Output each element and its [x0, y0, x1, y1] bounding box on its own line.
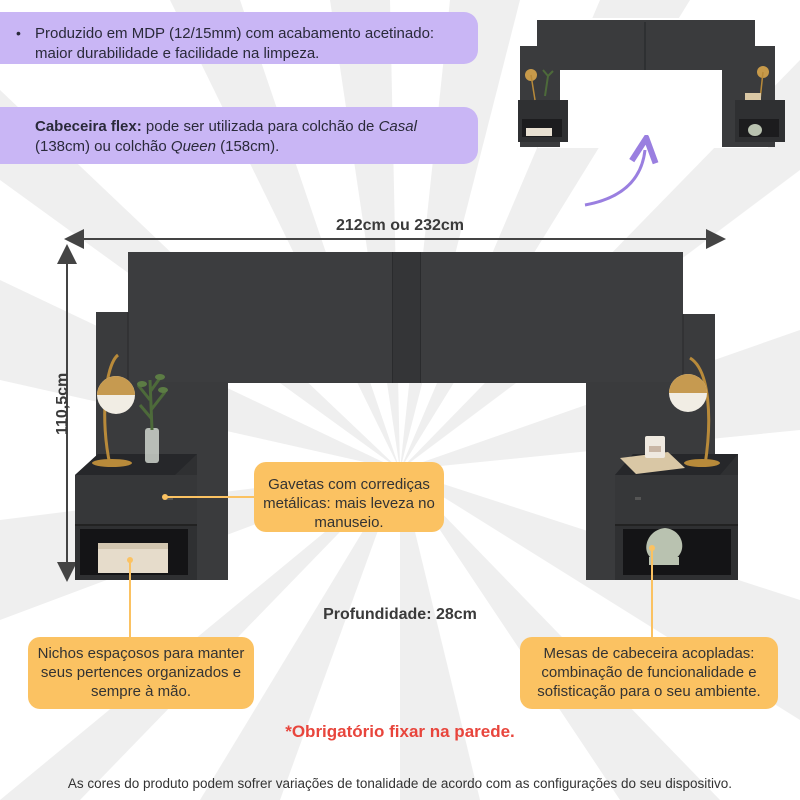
flex-feature-text: Cabeceira flex: pode ser utilizada para colchão de Casal (138cm) ou colchão Queen (158cm). — [35, 118, 417, 155]
niche-callout-text: Nichos espaçosos para manter seus pertences organizados e sempre à mão. — [37, 645, 245, 700]
depth-dimension-label: Profundidade: 28cm — [323, 606, 477, 623]
height-dimension-label: 110,5cm — [54, 372, 71, 435]
curved-arrow-icon — [585, 150, 645, 205]
nightstand-callout — [520, 637, 778, 709]
material-feature-text: Produzido em MDP (12/15mm) com acabamento acetinado: maior durabilidade e facilidade na limpeza. — [35, 25, 435, 62]
thumbnail-headboard — [518, 18, 785, 148]
niche-callout — [28, 637, 254, 709]
drawer-callout — [254, 462, 444, 532]
left-nightstand — [75, 454, 197, 580]
color-disclaimer: As cores do produto podem sofrer variações de tonalidade de acordo com as configurações do seu dispositivo. — [67, 776, 733, 791]
bullet-point: • — [16, 25, 21, 41]
right-nightstand — [615, 454, 738, 580]
flex-feature-title: Cabeceira flex: — [35, 118, 142, 135]
width-dimension-label: 212cm ou 232cm — [335, 217, 465, 234]
wall-mount-warning: *Obrigatório fixar na parede. — [285, 722, 515, 741]
drawer-callout-text: Gavetas com corrediças metálicas: mais leveza no manuseio. — [263, 476, 435, 531]
nightstand-callout-text: Mesas de cabeceira acopladas: combinação de funcionalidade e sofisticação para o seu ambiente. — [537, 645, 761, 700]
